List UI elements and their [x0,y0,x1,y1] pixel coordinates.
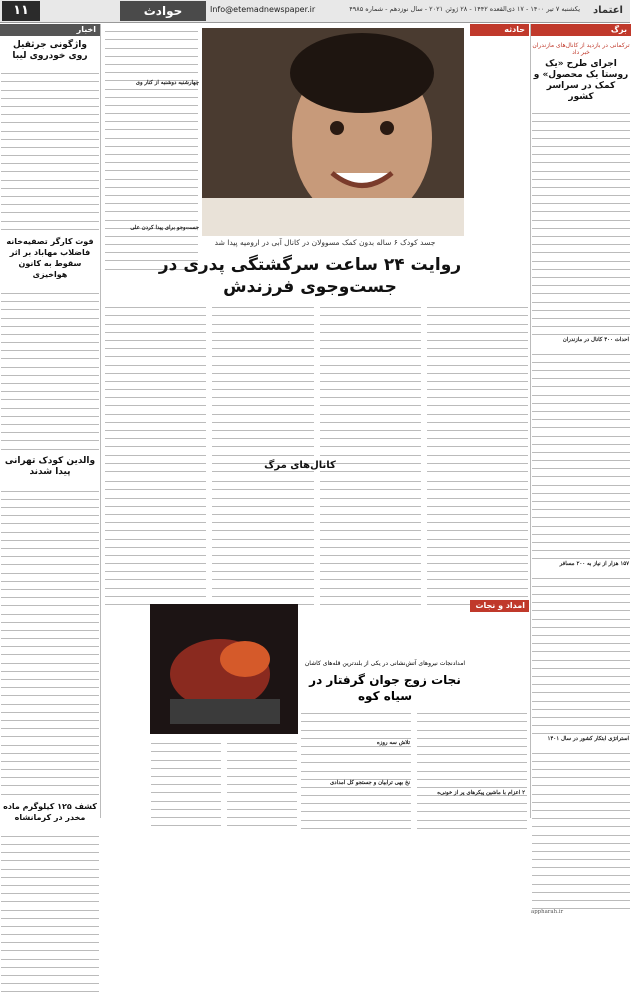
child-portrait-graphic [202,28,464,236]
right-subhead-3: استراتژی ابتکار کشور در سال ۱۴۰۱ [547,736,629,743]
right-kicker: ترکمانی در بازدید از کانال‌های مازندران خبر داد [532,42,630,56]
rescue-body-left [150,736,298,818]
rescue-section-label: امداد و نجات [470,600,529,612]
left-column-label: اخبار [0,24,100,36]
right-body-text-3 [531,571,631,735]
rescue-sub: تلاش سه روزه [376,740,410,746]
rescue-sub3: ۲ اعزام با ماشین پیکرهای پر از خونی‌ه [437,790,525,796]
rescue-scene-graphic [150,604,298,734]
page-number: ۱۱ [2,1,40,21]
main-text-column-left [104,24,199,249]
left-story3-body [0,484,100,795]
right-column-label: برگ [531,24,631,36]
main-body-columns [104,300,529,460]
email-address: Info@etemadnewspaper.ir [210,5,316,14]
main-section-label: حادثه [470,24,529,36]
right-subhead-1: احداث ۴۰۰ کانال در مازندران [562,337,629,344]
section-title: حوادث [120,1,206,21]
right-headline: اجرای طرح «یک روستا یک محصول» و کمک در سراسر کشور [533,59,629,102]
left-story1-body [0,66,100,230]
right-subhead-2: ۱۵۷ هزار از نیاز به ۲۰۰ مسافر [559,561,629,568]
rescue-sub2: نخ بهی ترابیان و جستجو کل امدادی [329,780,410,786]
child-photo [202,28,464,236]
newspaper-logo: اعتماد [593,5,623,16]
right-footer-url: appharah.ir [531,909,564,916]
left-story4-body [0,829,100,992]
main-kicker: جسد کودک ۶ ساله بدون کمک مسوولان در کانال آبی در ارومیه پیدا شد [214,238,436,247]
main-sub2: جست‌وجو برای پیدا کردن علی [130,225,199,231]
main-sub3: کانال‌های مرگ [264,460,336,471]
left-story2-body [0,286,100,450]
right-body-text-1 [531,106,631,335]
rescue-photo [150,604,298,734]
right-body-text-2 [531,346,631,559]
left-story1-headline: واژگونی جرثقیل روی خودروی لیبا [12,40,88,61]
left-column [0,24,101,822]
rescue-headline: نجات زوج جوان گرفتار در سیاه کوه [309,673,461,703]
right-body-text-4 [531,745,631,909]
main-sub1: چهارشنبه دوشنبه از کنار وی [135,80,199,86]
dateline: یکشنبه ۷ تیر ۱۴۰۰ - ۱۷ ذی‌القعده ۱۴۴۲ - ۲۸ ژوئن ۲۰۲۱ - سال نوزدهم - شماره ۴۹۸۵ [349,5,580,13]
left-story4-headline: کشف ۱۲۵ کیلوگرم ماده مخدر در کرمانشاه [3,801,97,822]
main-body-columns-2 [104,474,529,598]
left-story3-headline: والدین کودک تهرانی پیدا شدند [4,455,96,477]
rescue-kicker: امدادنجات نیروهای آتش‌نشانی در یکی از بلندترین قله‌های کاشان [304,660,466,667]
left-story2-headline: فوت کارگر تصفیه‌خانه فاضلاب مهاباد بر اثر سقوط به کانون هواخیزی [6,236,94,279]
rescue-body [300,706,528,818]
right-column [530,24,631,916]
main-headline: روایت ۲۴ ساعت سرگشتگی پدری در جست‌وجوی فرزندش [158,255,462,297]
